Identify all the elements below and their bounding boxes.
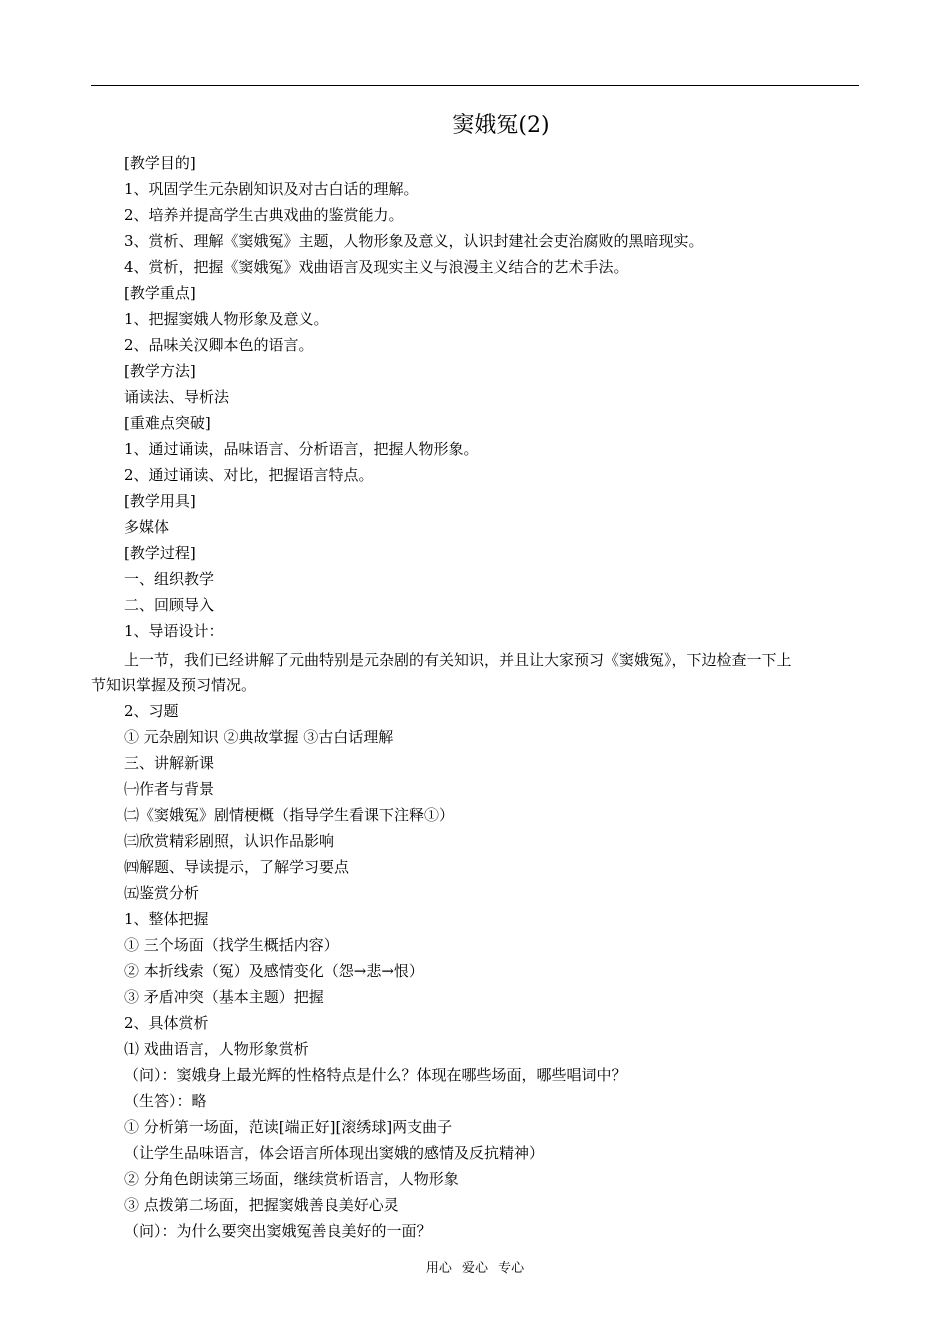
header-rule	[91, 85, 859, 86]
section-heading-objectives: [教学目的]	[124, 154, 196, 172]
body-line: 1、通过诵读，品味语言、分析语言，把握人物形象。	[124, 440, 479, 458]
body-line: ① 三个场面（找学生概括内容）	[124, 936, 339, 954]
body-line: （让学生品味语言，体会语言所体现出窦娥的感情及反抗精神）	[124, 1144, 545, 1162]
body-line: 三、讲解新课	[124, 754, 215, 772]
body-line: ㈡《窦娥冤》剧情梗概（指导学生看课下注释①）	[124, 806, 455, 824]
body-line: 1、整体把握	[124, 910, 209, 928]
body-line: ㈤鉴赏分析	[124, 884, 200, 902]
body-line: 二、回顾导入	[124, 596, 215, 614]
body-line: 1、把握窦娥人物形象及意义。	[124, 310, 329, 328]
body-line: 诵读法、导析法	[124, 388, 230, 406]
document-title: 窦娥冤(2)	[452, 113, 550, 138]
section-heading-methods: [教学方法]	[124, 362, 196, 380]
body-line: 1、导语设计：	[124, 622, 224, 640]
body-line: ① 元杂剧知识 ②典故掌握 ③古白话理解	[124, 728, 394, 746]
body-line: ② 本折线索（冤）及感情变化（怨→悲→恨）	[124, 962, 424, 980]
body-line: 多媒体	[124, 518, 170, 536]
body-line: ㈣解题、导读提示，了解学习要点	[124, 858, 350, 876]
body-line: ② 分角色朗读第三场面，继续赏析语言，人物形象	[124, 1170, 459, 1188]
body-line: ㈢欣赏精彩剧照，认识作品影响	[124, 832, 335, 850]
body-line: 2、培养并提高学生古典戏曲的鉴赏能力。	[124, 206, 404, 224]
body-line: 2、具体赏析	[124, 1014, 209, 1032]
body-line: 2、品味关汉卿本色的语言。	[124, 336, 314, 354]
body-line: （生答）：略	[124, 1092, 207, 1110]
body-line: 1、巩固学生元杂剧知识及对古白话的理解。	[124, 180, 419, 198]
section-heading-tools: [教学用具]	[124, 492, 196, 510]
section-heading-breakthrough: [重难点突破]	[124, 414, 211, 432]
paragraph-line: 上一节，我们已经讲解了元曲特别是元杂剧的有关知识，并且让大家预习《窦娥冤》，下边检查一下上	[124, 651, 792, 669]
body-line: 一、组织教学	[124, 570, 215, 588]
section-heading-key-points: [教学重点]	[124, 284, 196, 302]
body-line: （问）：窦娥身上最光辉的性格特点是什么？体现在哪些场面，哪些唱词中？	[124, 1066, 627, 1084]
body-line: ③ 矛盾冲突（基本主题）把握	[124, 988, 324, 1006]
body-line: ① 分析第一场面，范读[端正好][滚绣球]两支曲子	[124, 1118, 453, 1136]
body-line: 4、赏析，把握《窦娥冤》戏曲语言及现实主义与浪漫主义结合的艺术手法。	[124, 258, 629, 276]
section-heading-process: [教学过程]	[124, 544, 196, 562]
paragraph-continuation: 节知识掌握及预习情况。	[91, 676, 257, 694]
body-line: ⑴ 戏曲语言，人物形象赏析	[124, 1040, 309, 1058]
body-line: （问）：为什么要突出窦娥冤善良美好的一面？	[124, 1222, 432, 1240]
body-line: 3、赏析、理解《窦娥冤》主题，人物形象及意义，认识封建社会吏治腐败的黑暗现实。	[124, 232, 704, 250]
body-line: 2、习题	[124, 702, 179, 720]
body-line: 2、通过诵读、对比，把握语言特点。	[124, 466, 374, 484]
page-footer: 用心 爱心 专心	[425, 1261, 525, 1276]
body-line: ㈠作者与背景	[124, 780, 215, 798]
body-line: ③ 点拨第二场面，把握窦娥善良美好心灵	[124, 1196, 399, 1214]
